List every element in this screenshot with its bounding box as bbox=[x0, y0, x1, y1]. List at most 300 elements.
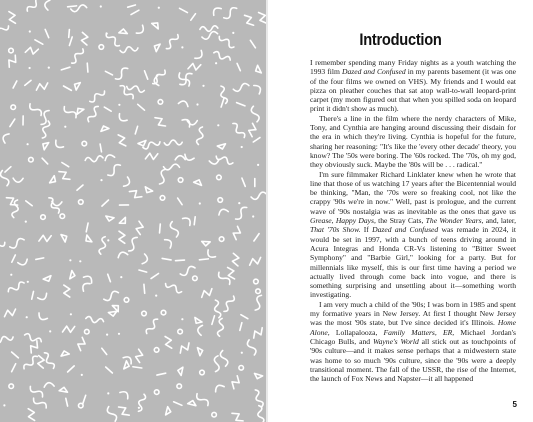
pattern-squiggle bbox=[84, 274, 94, 283]
pattern-squiggle bbox=[13, 81, 17, 88]
pattern-circle bbox=[29, 157, 34, 162]
pattern-circle bbox=[219, 237, 224, 242]
pattern-squiggle bbox=[129, 188, 141, 201]
pattern-squiggle bbox=[62, 163, 69, 167]
pattern-circle bbox=[99, 45, 104, 50]
pattern-squiggle bbox=[1, 132, 9, 143]
pattern-squiggle bbox=[0, 240, 6, 253]
pattern-squiggle bbox=[26, 201, 32, 206]
pattern-squiggle bbox=[233, 83, 250, 92]
pattern-squiggle bbox=[254, 83, 263, 94]
pattern-squiggle bbox=[221, 99, 224, 108]
pattern-squiggle bbox=[252, 294, 264, 311]
pattern-squiggle bbox=[157, 168, 169, 185]
pattern-squiggle bbox=[52, 201, 62, 206]
pattern-squiggle bbox=[256, 405, 264, 422]
pattern-squiggle bbox=[164, 140, 182, 146]
pattern-squiggle bbox=[178, 343, 191, 353]
pattern-squiggle bbox=[61, 351, 69, 359]
pattern-squiggle bbox=[229, 376, 241, 389]
italic-title: That '70s Show. bbox=[310, 225, 361, 235]
pattern-circle bbox=[160, 196, 165, 201]
pattern-squiggle bbox=[44, 382, 54, 387]
pattern-squiggle bbox=[119, 231, 125, 243]
pattern-squiggle bbox=[178, 198, 182, 205]
pattern-squiggle bbox=[237, 103, 245, 106]
pattern-squiggle bbox=[38, 293, 49, 301]
pattern-squiggle bbox=[165, 336, 172, 348]
pattern-circle bbox=[254, 279, 259, 284]
pattern-squiggle bbox=[145, 153, 157, 160]
squiggle-pattern-illustration bbox=[0, 0, 266, 422]
pattern-circle bbox=[178, 329, 183, 334]
pattern-dot bbox=[155, 295, 157, 297]
pattern-squiggle bbox=[88, 89, 106, 103]
body-text bbox=[310, 58, 516, 383]
pattern-squiggle bbox=[69, 30, 70, 38]
pattern-dot bbox=[241, 146, 243, 148]
pattern-squiggle bbox=[64, 86, 72, 90]
pattern-squiggle bbox=[18, 259, 29, 266]
pattern-squiggle bbox=[245, 14, 254, 27]
page-number: 5 bbox=[512, 400, 517, 409]
pattern-squiggle bbox=[191, 14, 196, 20]
pattern-squiggle bbox=[242, 178, 245, 186]
pattern-squiggle bbox=[117, 114, 127, 124]
text-run: and, later, bbox=[483, 216, 516, 226]
pattern-squiggle bbox=[9, 11, 16, 23]
pattern-dot bbox=[48, 67, 50, 69]
pattern-circle bbox=[41, 215, 46, 220]
pattern-squiggle bbox=[10, 119, 15, 127]
pattern-squiggle bbox=[120, 46, 139, 53]
pattern-squiggle bbox=[135, 126, 137, 134]
pattern-squiggle bbox=[32, 396, 48, 411]
pattern-squiggle bbox=[174, 402, 182, 406]
pattern-dot bbox=[107, 392, 109, 394]
pattern-squiggle bbox=[76, 337, 88, 350]
italic-title: Wayne's World bbox=[372, 336, 419, 346]
pattern-squiggle bbox=[59, 169, 70, 182]
memphis-pattern-page bbox=[0, 0, 266, 422]
pattern-squiggle bbox=[0, 335, 14, 344]
pattern-squiggle bbox=[104, 107, 111, 111]
pattern-squiggle bbox=[100, 144, 101, 152]
pattern-squiggle bbox=[195, 50, 204, 60]
pattern-squiggle bbox=[138, 104, 145, 110]
chapter-title: Introduction bbox=[359, 30, 442, 49]
text-run: I'm sure filmmaker Richard Linklater knew when he wrote that line that those of us watching 17 years after the Bicentennial would be thinking, "Man, the '70s were so freaking cool, not like the crappy '90s we're in now." Well, past is prologue, and the current wave of '90s nostalgia was as inevitable as the ones that gave us bbox=[310, 169, 516, 216]
pattern-squiggle bbox=[259, 11, 266, 24]
pattern-squiggle bbox=[61, 67, 70, 70]
pattern-dot bbox=[69, 259, 71, 261]
pattern-squiggle bbox=[126, 84, 145, 93]
pattern-squiggle bbox=[188, 401, 196, 409]
pattern-dot bbox=[29, 67, 31, 69]
paragraph bbox=[310, 58, 516, 114]
pattern-circle bbox=[177, 384, 182, 389]
pattern-squiggle bbox=[105, 71, 112, 75]
pattern-squiggle bbox=[28, 341, 41, 353]
pattern-dot bbox=[27, 143, 29, 145]
pattern-squiggle bbox=[136, 25, 145, 35]
pattern-squiggle bbox=[86, 235, 93, 242]
pattern-squiggle bbox=[106, 367, 113, 373]
pattern-squiggle bbox=[119, 217, 125, 223]
pattern-squiggle bbox=[175, 156, 185, 160]
pattern-squiggle bbox=[119, 404, 130, 417]
pattern-squiggle bbox=[134, 349, 144, 362]
pattern-squiggle bbox=[4, 309, 17, 317]
pattern-squiggle bbox=[218, 208, 229, 215]
pattern-squiggle bbox=[106, 405, 118, 422]
pattern-squiggle bbox=[163, 407, 171, 415]
pattern-squiggle bbox=[85, 155, 104, 162]
pattern-squiggle bbox=[201, 31, 218, 40]
pattern-squiggle bbox=[48, 176, 55, 183]
pattern-squiggle bbox=[213, 51, 231, 63]
pattern-squiggle bbox=[101, 126, 109, 134]
text-page bbox=[268, 0, 533, 422]
pattern-dot bbox=[238, 202, 240, 204]
pattern-squiggle bbox=[86, 223, 88, 232]
pattern-squiggle bbox=[231, 122, 246, 139]
pattern-squiggle bbox=[106, 163, 122, 178]
pattern-squiggle bbox=[119, 29, 127, 37]
pattern-dot bbox=[81, 374, 83, 376]
pattern-squiggle bbox=[108, 274, 111, 282]
pattern-squiggle bbox=[75, 83, 82, 90]
pattern-circle bbox=[79, 403, 84, 408]
pattern-squiggle bbox=[28, 408, 34, 420]
pattern-circle bbox=[9, 48, 14, 53]
pattern-squiggle bbox=[217, 270, 232, 286]
pattern-squiggle bbox=[45, 29, 49, 37]
pattern-squiggle bbox=[254, 234, 259, 241]
pattern-squiggle bbox=[77, 185, 83, 190]
pattern-dot bbox=[181, 46, 183, 48]
pattern-squiggle bbox=[32, 291, 34, 299]
pattern-squiggle bbox=[151, 274, 158, 279]
pattern-dot bbox=[241, 352, 243, 354]
pattern-dot bbox=[79, 260, 81, 262]
pattern-squiggle bbox=[232, 410, 243, 422]
pattern-dot bbox=[25, 221, 27, 223]
pattern-squiggle bbox=[194, 180, 202, 188]
pattern-squiggle bbox=[155, 115, 166, 128]
pattern-squiggle bbox=[138, 138, 146, 146]
pattern-squiggle bbox=[183, 216, 193, 226]
pattern-squiggle bbox=[162, 258, 171, 260]
pattern-squiggle bbox=[5, 167, 11, 172]
pattern-dot bbox=[106, 334, 108, 336]
pattern-circle bbox=[154, 348, 159, 353]
pattern-squiggle bbox=[37, 313, 48, 322]
pattern-dot bbox=[27, 281, 29, 283]
pattern-squiggle bbox=[232, 253, 239, 266]
pattern-dot bbox=[100, 5, 102, 7]
pattern-circle bbox=[60, 214, 65, 219]
pattern-dot bbox=[100, 179, 102, 181]
pattern-squiggle bbox=[123, 355, 133, 364]
pattern-squiggle bbox=[25, 80, 31, 85]
pattern-squiggle bbox=[118, 134, 126, 147]
pattern-squiggle bbox=[44, 0, 50, 10]
pattern-squiggle bbox=[196, 126, 205, 145]
text-run: I remember spending many Friday nights as a youth watching the 1993 film bbox=[310, 58, 516, 77]
pattern-squiggle bbox=[136, 393, 146, 412]
pattern-circle bbox=[217, 175, 222, 180]
pattern-squiggle bbox=[28, 102, 43, 118]
pattern-squiggle bbox=[164, 33, 179, 50]
pattern-squiggle bbox=[39, 235, 51, 242]
pattern-squiggle bbox=[217, 318, 224, 337]
pattern-squiggle bbox=[53, 140, 63, 150]
text-run: all stick out as touchpoints of '90s culture—and it makes sense perhaps that a midwestern state was home to so much '90s culture, since the '90s were a deeply transitional moment. The fall of the USSR, the rise of the Internet, the launch of Fox News and Napster—it all happened bbox=[310, 336, 517, 384]
pattern-squiggle bbox=[200, 26, 218, 32]
pattern-squiggle bbox=[22, 355, 39, 371]
pattern-circle bbox=[11, 105, 16, 110]
pattern-dot bbox=[120, 276, 122, 278]
pattern-squiggle bbox=[117, 251, 128, 258]
pattern-squiggle bbox=[194, 217, 195, 225]
pattern-squiggle bbox=[64, 285, 70, 297]
pattern-squiggle bbox=[188, 63, 201, 71]
pattern-dot bbox=[10, 274, 12, 276]
pattern-squiggle bbox=[85, 316, 104, 324]
pattern-squiggle bbox=[202, 237, 210, 245]
pattern-dot bbox=[257, 164, 259, 166]
pattern-squiggle bbox=[145, 71, 148, 79]
pattern-squiggle bbox=[36, 83, 49, 90]
pattern-squiggle bbox=[6, 55, 19, 67]
pattern-squiggle bbox=[164, 281, 182, 294]
pattern-squiggle bbox=[180, 8, 188, 12]
pattern-squiggle bbox=[195, 392, 210, 408]
text-run: I am very much a child of the '90s; I was born in 1985 and spent my formative years in New Jersey. At first I thought New Jersey was the most '90s state, but I've since decided it's Illinois. bbox=[310, 299, 516, 328]
pattern-circle bbox=[9, 384, 14, 389]
pattern-dot bbox=[107, 239, 109, 241]
pattern-squiggle bbox=[87, 63, 88, 72]
pattern-squiggle bbox=[135, 221, 145, 234]
pattern-squiggle bbox=[179, 265, 196, 277]
pattern-circle bbox=[124, 298, 129, 303]
pattern-squiggle bbox=[215, 154, 234, 165]
pattern-circle bbox=[193, 276, 198, 281]
pattern-squiggle bbox=[205, 250, 215, 260]
pattern-squiggle bbox=[104, 153, 115, 160]
pattern-squiggle bbox=[12, 352, 19, 358]
pattern-dot bbox=[118, 104, 120, 106]
pattern-squiggle bbox=[77, 108, 84, 115]
pattern-squiggle bbox=[68, 366, 75, 372]
pattern-squiggle bbox=[81, 32, 88, 45]
pattern-squiggle bbox=[24, 333, 43, 344]
pattern-squiggle bbox=[200, 289, 213, 298]
pattern-circle bbox=[142, 311, 147, 316]
text-run: was remade in 2024, it would be set in 1997, with a bunch of teens driving around in Acura Integras and Honda CR-Vs listening to "Bitter Sweet Symphony" and "Barbie Girl," looking for a party. But for millennials like myself, this is our first time having a period we actually lived through come back into vogue, and there is something surprising and unsettling about it—something worth investigating. bbox=[310, 225, 517, 300]
italic-title: Family Matters, ER, bbox=[383, 327, 455, 337]
pattern-dot bbox=[252, 215, 254, 217]
pattern-dot bbox=[158, 7, 160, 9]
paragraph bbox=[310, 300, 516, 384]
pattern-squiggle bbox=[114, 66, 130, 81]
pattern-squiggle bbox=[246, 339, 257, 356]
pattern-dot bbox=[26, 316, 28, 318]
pattern-squiggle bbox=[102, 200, 109, 206]
pattern-dot bbox=[199, 202, 201, 204]
pattern-squiggle bbox=[154, 44, 162, 52]
pattern-squiggle bbox=[250, 40, 255, 47]
pattern-squiggle bbox=[124, 177, 132, 188]
pattern-squiggle bbox=[63, 326, 75, 332]
pattern-squiggle bbox=[169, 221, 179, 238]
pattern-squiggle bbox=[87, 105, 101, 123]
italic-title: Home Alone, bbox=[310, 318, 516, 337]
italic-title: Dazed and Confused bbox=[372, 225, 439, 235]
pattern-dot bbox=[64, 126, 66, 128]
pattern-squiggle bbox=[195, 316, 202, 323]
pattern-squiggle bbox=[222, 295, 236, 313]
pattern-squiggle bbox=[218, 34, 236, 49]
pattern-squiggle bbox=[7, 281, 25, 294]
pattern-squiggle bbox=[106, 213, 114, 221]
pattern-circle bbox=[158, 100, 163, 105]
pattern-squiggle bbox=[165, 237, 174, 248]
pattern-dot bbox=[70, 313, 72, 315]
pattern-squiggle bbox=[66, 398, 68, 406]
pattern-dot bbox=[118, 333, 120, 335]
pattern-squiggle bbox=[0, 24, 10, 38]
pattern-squiggle bbox=[195, 348, 203, 356]
pattern-dot bbox=[215, 62, 217, 64]
pattern-circle bbox=[218, 198, 223, 203]
paragraph bbox=[310, 170, 516, 300]
pattern-squiggle bbox=[35, 40, 43, 44]
pattern-dot bbox=[181, 318, 183, 320]
pattern-squiggle bbox=[139, 270, 147, 272]
paragraph bbox=[310, 114, 516, 170]
pattern-dot bbox=[3, 404, 5, 406]
pattern-dot bbox=[138, 407, 140, 409]
pattern-circle bbox=[161, 310, 166, 315]
pattern-squiggle bbox=[178, 367, 186, 375]
pattern-dot bbox=[232, 32, 234, 34]
pattern-squiggle bbox=[176, 260, 185, 261]
text-run: Lollapalooza, bbox=[329, 327, 384, 337]
pattern-squiggle bbox=[157, 373, 166, 375]
pattern-squiggle bbox=[12, 255, 16, 262]
pattern-squiggle bbox=[28, 384, 44, 399]
pattern-squiggle bbox=[212, 316, 215, 325]
pattern-squiggle bbox=[151, 69, 167, 86]
pattern-squiggle bbox=[178, 100, 189, 107]
pattern-squiggle bbox=[213, 355, 221, 372]
pattern-squiggle bbox=[145, 185, 152, 192]
pattern-squiggle bbox=[83, 395, 86, 404]
pattern-circle bbox=[178, 178, 183, 183]
pattern-dot bbox=[49, 330, 51, 332]
pattern-squiggle bbox=[121, 361, 129, 369]
text-run: in my parents basement (it was one of the four films we owned on VHS). My friends and I would eat pizza on pleather couches that sat atop wall-to-wall leopard-print carpet (my mom figured out that when you spilled soda on leopard print it didn't show as much). bbox=[310, 67, 517, 114]
pattern-squiggle bbox=[102, 348, 107, 354]
pattern-squiggle bbox=[43, 143, 50, 150]
pattern-squiggle bbox=[228, 267, 235, 279]
pattern-squiggle bbox=[98, 236, 107, 255]
text-run: the Stray Cats, bbox=[375, 216, 426, 226]
pattern-squiggle bbox=[128, 5, 136, 7]
pattern-squiggle bbox=[126, 236, 140, 253]
pattern-squiggle bbox=[144, 284, 145, 293]
pattern-squiggle bbox=[69, 37, 72, 46]
pattern-circle bbox=[256, 289, 261, 294]
pattern-squiggle bbox=[253, 389, 264, 408]
pattern-squiggle bbox=[199, 259, 208, 260]
pattern-squiggle bbox=[250, 106, 259, 123]
pattern-squiggle bbox=[80, 281, 90, 291]
pattern-squiggle bbox=[256, 65, 264, 73]
pattern-squiggle bbox=[26, 0, 42, 13]
pattern-circle bbox=[79, 200, 84, 205]
pattern-squiggle bbox=[68, 6, 77, 7]
pattern-squiggle bbox=[36, 258, 44, 260]
pattern-squiggle bbox=[231, 226, 242, 239]
pattern-squiggle bbox=[142, 254, 148, 265]
text-run: If bbox=[360, 225, 373, 235]
text-run: Michael Jordan's Chicago Bulls, and bbox=[310, 327, 516, 346]
pattern-squiggle bbox=[67, 271, 75, 279]
pattern-circle bbox=[239, 366, 244, 371]
pattern-squiggle bbox=[133, 367, 142, 368]
pattern-squiggle bbox=[37, 356, 44, 369]
pattern-squiggle bbox=[70, 47, 85, 64]
pattern-circle bbox=[154, 390, 159, 395]
pattern-dot bbox=[202, 85, 204, 87]
pattern-squiggle bbox=[62, 104, 78, 119]
pattern-squiggle bbox=[233, 205, 248, 221]
pattern-squiggle bbox=[131, 10, 139, 14]
pattern-squiggle bbox=[222, 6, 238, 20]
pattern-squiggle bbox=[59, 235, 66, 242]
pattern-squiggle bbox=[217, 141, 225, 149]
pattern-squiggle bbox=[241, 315, 248, 319]
pattern-circle bbox=[200, 370, 205, 375]
text-run: There's a line in the film where the nerdy characters of Mike, Tony, and Cynthia are hanging around discussing their disdain for the era in which they're living. Cynthia is hopeful for the future, sharing her reasoning: "It's like the 'every other decade' theory, you know? The '50s were boring. The '60s rocked. The '70s, oh my god, they obviously suck. Maybe the '80s will be . . . radical." bbox=[310, 113, 516, 170]
pattern-squiggle bbox=[145, 318, 160, 335]
pattern-squiggle bbox=[13, 178, 23, 182]
pattern-squiggle bbox=[59, 387, 67, 395]
pattern-squiggle bbox=[103, 290, 120, 302]
pattern-circle bbox=[212, 412, 217, 417]
pattern-squiggle bbox=[253, 138, 260, 142]
pattern-circle bbox=[82, 141, 87, 146]
pattern-dot bbox=[29, 30, 31, 32]
pattern-squiggle bbox=[152, 23, 159, 30]
pattern-squiggle bbox=[255, 371, 263, 379]
pattern-squiggle bbox=[43, 273, 51, 281]
pattern-squiggle bbox=[240, 323, 242, 331]
pattern-squiggle bbox=[251, 328, 264, 338]
pattern-squiggle bbox=[247, 123, 258, 136]
pattern-squiggle bbox=[11, 199, 20, 218]
pattern-squiggle bbox=[249, 257, 262, 265]
pattern-squiggle bbox=[251, 192, 266, 200]
italic-title: Grease, Happy Days, bbox=[310, 216, 376, 226]
pattern-squiggle bbox=[220, 350, 229, 367]
pattern-squiggle bbox=[25, 46, 38, 55]
pattern-dot bbox=[217, 124, 219, 126]
pattern-squiggle bbox=[12, 364, 16, 372]
